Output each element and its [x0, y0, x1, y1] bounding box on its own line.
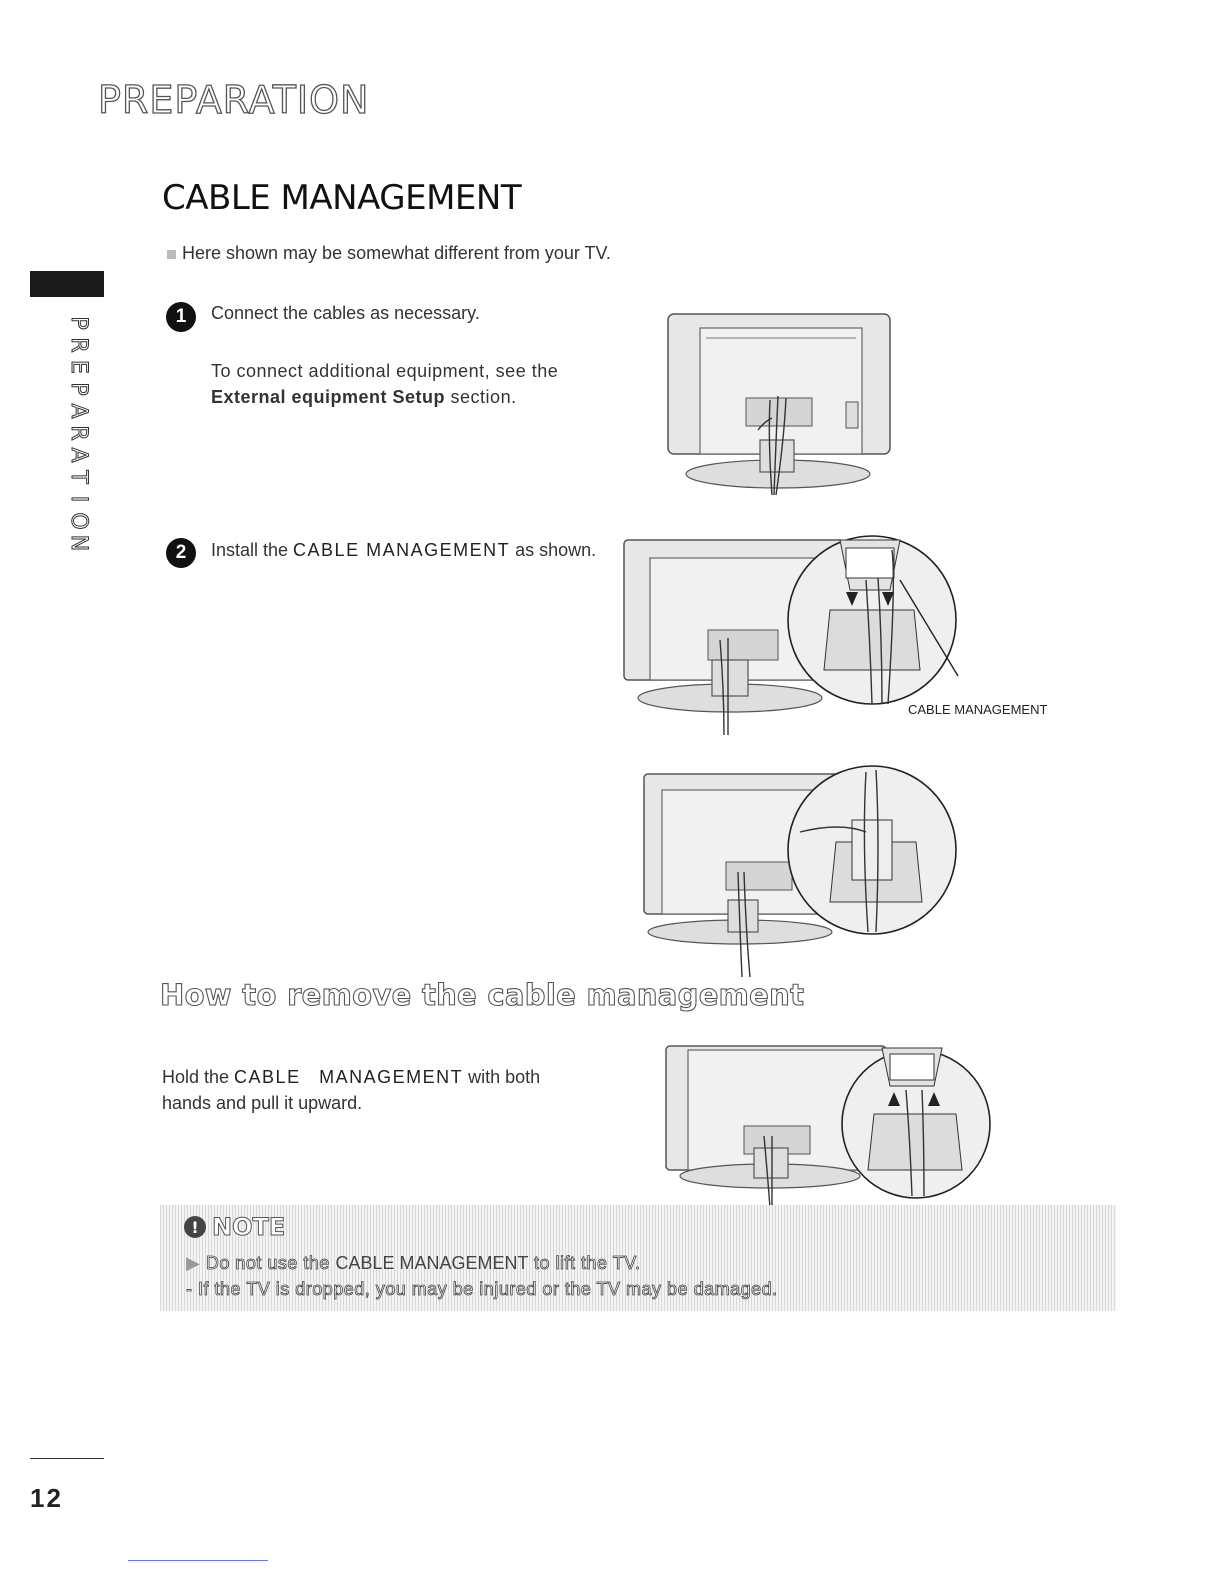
note-line-1: [186, 1253, 641, 1274]
note-line-2: - If the TV is dropped, you may be injured or the TV may be damaged.: [186, 1279, 778, 1299]
remove-line-1: [162, 1064, 540, 1090]
exclamation-icon: !: [184, 1216, 206, 1238]
side-tab-letter: I: [66, 495, 91, 503]
tv-back-cables-figure: [660, 310, 900, 500]
step-2-text: [211, 537, 596, 563]
cable-management-callout-label: CABLE MANAGEMENT: [908, 702, 1048, 717]
step-2-prefix: Install the: [211, 540, 294, 560]
intro-note: [167, 243, 611, 264]
remove-section-heading: How to remove the cable management: [160, 978, 805, 1012]
remove-caps: CABLE MANAGEMENT: [234, 1067, 464, 1087]
side-tab-letter: P: [66, 382, 91, 396]
side-tab-letter: A: [66, 447, 91, 463]
side-tab-letter: O: [66, 512, 91, 530]
side-tab-letter: P: [66, 316, 91, 330]
step-2-caps: CABLE MANAGEMENT: [293, 540, 511, 560]
step-number-2: 2: [166, 538, 196, 568]
note-box: [160, 1205, 1116, 1311]
side-tab-label: [63, 312, 93, 554]
section-header: PREPARATION: [98, 78, 370, 122]
page-number-rule: [30, 1458, 104, 1459]
installed-cable-management-figure: [640, 762, 970, 982]
side-tab-letter: R: [66, 425, 91, 441]
step-1-line-3: [211, 384, 517, 410]
page-number: 12: [30, 1483, 63, 1513]
side-tab-letter: R: [66, 337, 91, 353]
note-line-1-suffix: to lift the TV.: [528, 1253, 641, 1273]
note-title: [184, 1213, 285, 1241]
square-bullet-icon: [167, 250, 176, 259]
page-title: CABLE MANAGEMENT: [162, 178, 522, 218]
step-2-suffix: as shown.: [510, 540, 597, 560]
remove-line-2: hands and pull it upward.: [162, 1093, 363, 1113]
side-tab-letter: T: [66, 470, 91, 484]
bottom-link-rule: [128, 1560, 268, 1561]
remove-cable-management-figure: [660, 1040, 1000, 1210]
note-title-text: NOTE: [212, 1213, 286, 1241]
note-line-1-prefix: Do not use the: [205, 1253, 336, 1273]
side-tab-letter: A: [66, 403, 91, 419]
note-line-1-caps: CABLE MANAGEMENT: [335, 1253, 529, 1273]
step-number-1: 1: [166, 302, 196, 332]
side-tab-letter: E: [66, 360, 91, 374]
side-tab-letter: N: [66, 534, 91, 552]
external-setup-link-text: External equipment Setup: [211, 387, 446, 407]
step-1-line-1: Connect the cables as necessary.: [211, 303, 480, 323]
remove-suffix: with both: [463, 1067, 541, 1087]
remove-prefix: Hold the: [162, 1067, 235, 1087]
triangle-bullet-icon: ▶: [186, 1253, 206, 1273]
side-tab-bar: [30, 271, 104, 297]
intro-note-text: Here shown may be somewhat different from your TV.: [182, 243, 611, 263]
step-1-line-2: To connect additional equipment, see the: [211, 361, 559, 381]
step-1-line-3-rest: section.: [445, 387, 517, 407]
